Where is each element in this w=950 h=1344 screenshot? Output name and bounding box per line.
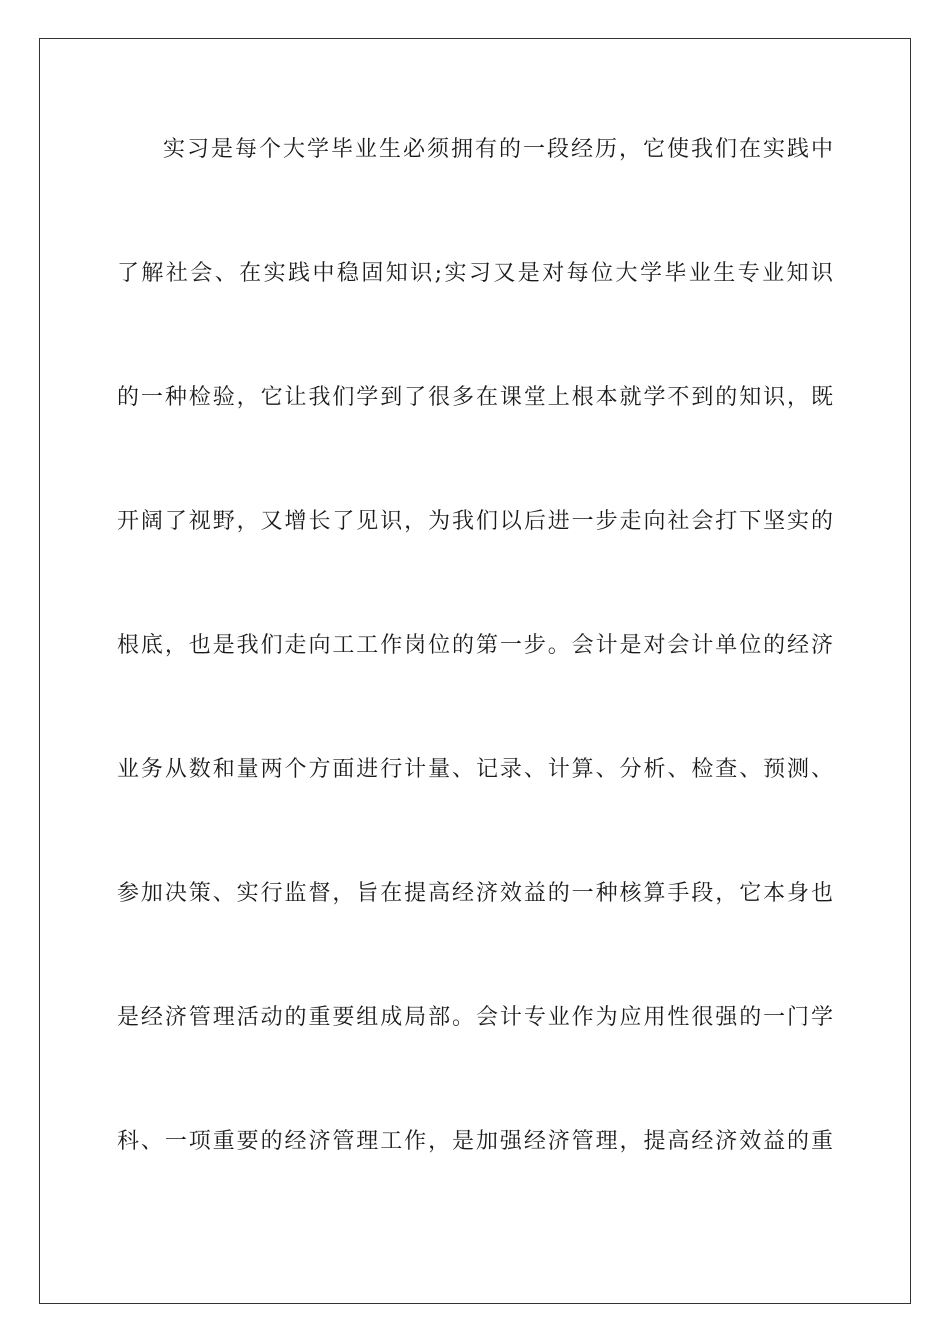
page-border bbox=[39, 38, 911, 1304]
paragraph-line: 实习是每个大学毕业生必须拥有的一段经历，它使我们在实践中 bbox=[163, 137, 833, 162]
paragraph-line: 业务从数和量两个方面进行计量、记录、计算、分析、检查、预测、 bbox=[117, 757, 833, 782]
paragraph-line: 参加决策、实行监督，旨在提高经济效益的一种核算手段，它本身也 bbox=[117, 881, 833, 906]
paragraph-line: 是经济管理活动的重要组成局部。会计专业作为应用性很强的一门学 bbox=[117, 1005, 833, 1030]
paragraph-line: 科、一项重要的经济管理工作，是加强经济管理，提高经济效益的重 bbox=[117, 1129, 833, 1154]
paragraph-line: 的一种检验，它让我们学到了很多在课堂上根本就学不到的知识，既 bbox=[117, 385, 833, 410]
paragraph-line: 根底，也是我们走向工工作岗位的第一步。会计是对会计单位的经济 bbox=[117, 633, 833, 658]
paragraph-line: 了解社会、在实践中稳固知识;实习又是对每位大学毕业生专业知识 bbox=[117, 261, 833, 286]
paragraph-line: 开阔了视野，又增长了见识，为我们以后进一步走向社会打下坚实的 bbox=[117, 509, 833, 534]
